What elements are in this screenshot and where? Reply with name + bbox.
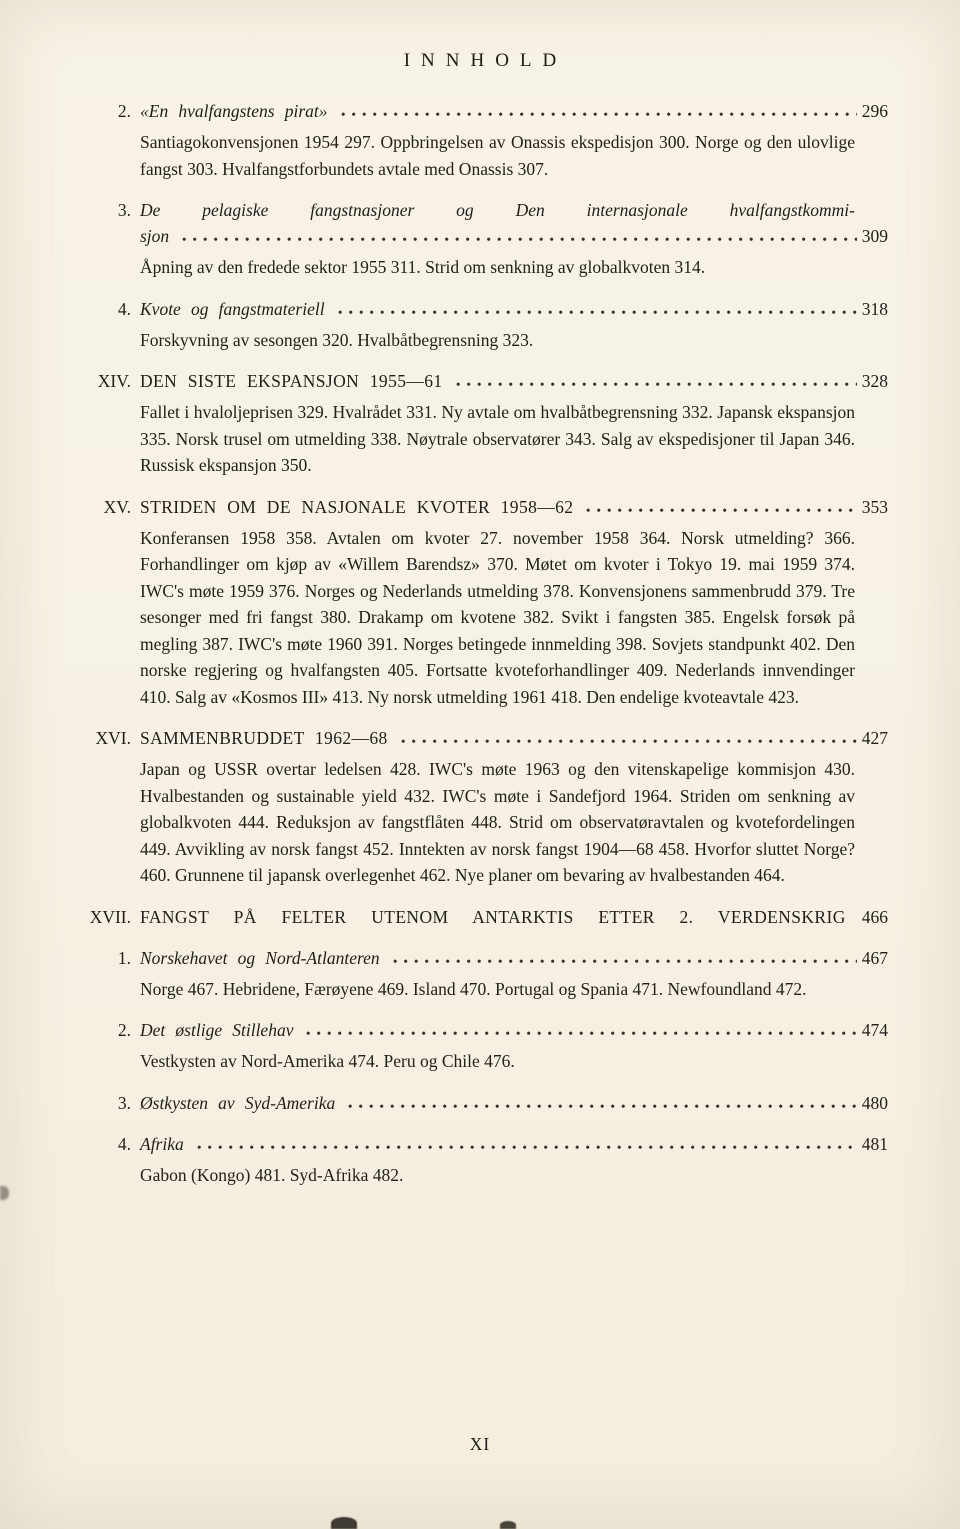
toc-entry-line (117, 296, 888, 322)
toc-entry-line (117, 197, 888, 223)
entry-description: Fallet i hvaloljeprisen 329. Hvalrådet 331. Ny avtale om hvalbåtbegrensning 332. Japansk ekspansjon 335. Norsk trusel om utmelding 338. Nøytrale observatører 343. Salg av ekspedisjoner til Japan 346. Russisk ekspansjon 350. (140, 402, 855, 475)
entry-description: Japan og USSR overtar ledelsen 428. IWC's møte 1963 og den vitenskapelige kommisjon 430. Hvalbestanden og sustainable yield 432. IWC's møte i Sandefjord 1964. Striden om senkning av globalkvoten 444. Reduksjon av fangstflåten 448. Strid om observatøravtalen og kvotefordelingen 449. Avvikling av norsk fangst 452. Inntekten av norsk fangst 1904—68 458. Hvorfor sluttet Norge? 460. Grunnene til japansk overlegenhet 462. Nye planer om bevaring av hvalbestanden 464. (140, 759, 855, 885)
dot-leader (456, 381, 857, 387)
toc-chapter-entry (97, 368, 888, 479)
toc-chapter-entry (103, 494, 888, 711)
entry-description: Santiagokonvensjonen 1954 297. Oppbringelsen av Onassis ekspedisjon 300. Norge og den ulovlige fangst 303. Hvalfangstforbundets avtale med Onassis 307. (140, 132, 855, 179)
chapter-numeral: XVI. (95, 728, 131, 748)
entry-page-number: 318 (861, 298, 888, 319)
entry-title-line-1: De pelagiske fangstnasjoner og Den internasjonale hvalfangstkommi- (140, 200, 855, 220)
entry-number: 2. (117, 1020, 131, 1040)
entry-description: Vestkysten av Nord-Amerika 474. Peru og Chile 476. (140, 1051, 515, 1071)
folio-page-number: XI (469, 1434, 491, 1454)
entry-number: 1. (117, 947, 131, 968)
entry-page-number: 353 (861, 496, 888, 517)
entry-page-number: 467 (861, 947, 888, 968)
entry-title: Det østlige Stillehav (140, 1020, 294, 1040)
toc-entry-line (117, 98, 888, 124)
dot-leader (401, 738, 857, 744)
entry-title: Norskehavet og Nord-Atlanteren (140, 947, 380, 968)
chapter-title: FANGST PÅ FELTER UTENOM ANTARKTIS ETTER 2. VERDENSKRIG (140, 906, 846, 927)
dot-leader (182, 236, 857, 242)
entry-page-number: 480 (861, 1092, 888, 1113)
toc-subentry (117, 1131, 888, 1189)
entry-page-number: 309 (861, 226, 888, 246)
entry-number: 3. (117, 200, 131, 220)
entry-number: 2. (117, 101, 131, 121)
chapter-numeral: XV. (103, 496, 131, 517)
entry-description: Forskyvning av sesongen 320. Hvalbåtbegrensning 323. (140, 329, 534, 350)
entry-title: Kvote og fangstmateriell (140, 298, 325, 319)
chapter-title: STRIDEN OM DE NASJONALE KVOTER 1958—62 (140, 496, 574, 517)
chapter-numeral: XIV. (97, 371, 131, 391)
toc-entry-line (117, 1131, 888, 1157)
entry-page-number: 466 (861, 906, 888, 927)
toc-entry-line-continuation (140, 223, 888, 249)
entry-title: Afrika (140, 1133, 184, 1154)
chapter-title: DEN SISTE EKSPANSJON 1955—61 (140, 371, 443, 391)
toc-entry-line (103, 494, 888, 520)
toc-entry-line (117, 945, 888, 971)
page-title: INNHOLD (403, 50, 568, 71)
toc-entry-line (89, 904, 888, 930)
dot-leader (586, 507, 856, 513)
entry-title-line-2: sjon (140, 226, 170, 246)
toc-subentry (117, 1017, 888, 1075)
table-of-contents (89, 98, 888, 1188)
entry-description: Konferansen 1958 358. Avtalen om kvoter 27. november 1958 364. Norsk utmelding? 366. Forhandlinger om kjøp av «Willem Barendsz» 370. Møtet om kvoter i Tokyo 19. mai 1959 374. IWC's møte 1959 376. Norges og Nederlands utmelding 378. Konvensjonens sammenbrudd 379. Tre sesonger med fri fangst 380. Drakamp om kvotene 382. Svikt i fangsten 385. Engelsk forsøk på megling 387. IWC's møte 1960 391. Norges betingede innmelding 398. Sovjets standpunkt 402. Den norske regjering og hvalfangsten 405. Fortsatte kvoteforhandlinger 409. Nederlands innvendinger 410. Salg av «Kosmos III» 413. Ny norsk utmelding 1961 418. Den endelige kvoteavtale 423. (140, 527, 855, 707)
chapter-numeral: XVII. (89, 906, 131, 927)
toc-chapter-entry (89, 904, 888, 930)
entry-number: 3. (117, 1092, 131, 1113)
scan-artifact (0, 1186, 9, 1200)
entry-page-number: 474 (861, 1020, 888, 1040)
entry-description: Norge 467. Hebridene, Færøyene 469. Island 470. Portugal og Spania 471. Newfoundland 472. (140, 978, 807, 999)
toc-entry (117, 296, 888, 354)
toc-entry (117, 98, 888, 182)
toc-entry-line (117, 1017, 888, 1043)
entry-page-number: 328 (861, 371, 888, 391)
toc-chapter-entry (95, 725, 888, 889)
toc-entry-line (97, 368, 888, 394)
entry-number: 4. (117, 298, 131, 319)
ink-smudge (331, 1517, 357, 1529)
entry-number: 4. (117, 1133, 131, 1154)
toc-entry-line (117, 1090, 888, 1116)
toc-subentry (117, 1090, 888, 1116)
entry-page-number: 427 (861, 728, 888, 748)
toc-entry (117, 197, 888, 281)
entry-description: Åpning av den fredede sektor 1955 311. Strid om senkning av globalkvoten 314. (140, 257, 706, 277)
entry-title: Østkysten av Syd-Amerika (140, 1092, 336, 1113)
dot-leader (338, 309, 857, 315)
entry-page-number: 296 (861, 101, 888, 121)
chapter-title: SAMMENBRUDDET 1962—68 (140, 728, 388, 748)
dot-leader (348, 1103, 857, 1109)
dot-leader (197, 1144, 857, 1150)
toc-entry-line (95, 725, 888, 751)
entry-description: Gabon (Kongo) 481. Syd-Afrika 482. (140, 1164, 404, 1185)
dot-leader (393, 958, 857, 964)
entry-title: «En hvalfangstens pirat» (140, 101, 328, 121)
dot-leader (341, 111, 857, 117)
ink-smudge (500, 1521, 516, 1529)
entry-page-number: 481 (861, 1133, 888, 1154)
toc-subentry (117, 945, 888, 1003)
dot-leader (306, 1030, 856, 1036)
